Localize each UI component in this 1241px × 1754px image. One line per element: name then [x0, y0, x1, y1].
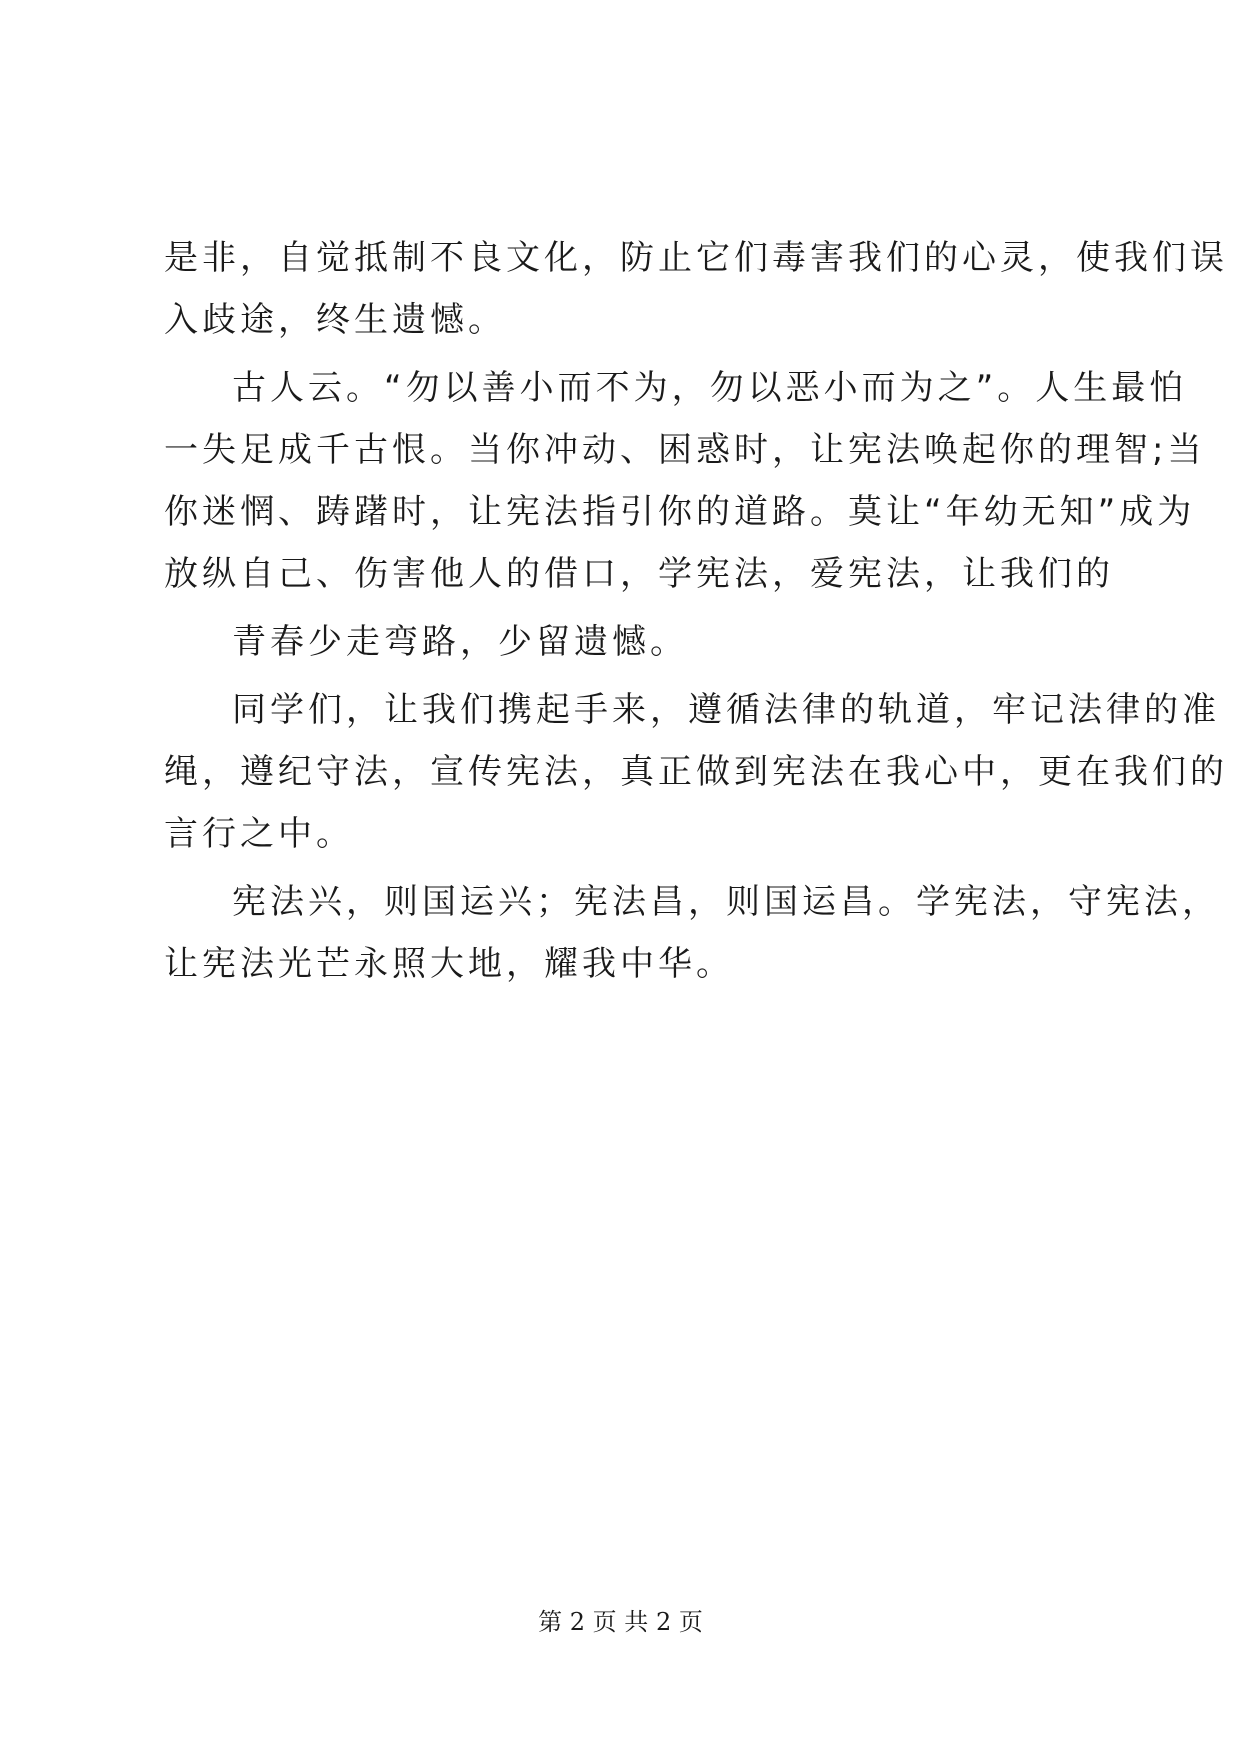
text-line: 言行之中。 — [164, 814, 354, 854]
text-line: 是非，自觉抵制不良文化，防止它们毒害我们的心灵，使我们误 — [164, 238, 1228, 278]
page-number-footer: 第 2 页 共 2 页 — [538, 1608, 703, 1636]
text-line: 古人云。“勿以善小而不为，勿以恶小而为之”。人生最怕 — [232, 368, 1188, 408]
text-line: 同学们，让我们携起手来，遵循法律的轨道，牢记法律的准 — [232, 690, 1220, 730]
text-line: 青春少走弯路，少留遗憾。 — [232, 622, 688, 662]
text-line: 入歧途，终生遗憾。 — [164, 300, 506, 340]
text-line: 绳，遵纪守法，宣传宪法，真正做到宪法在我心中，更在我们的 — [164, 752, 1228, 792]
text-line: 一失足成千古恨。当你冲动、困惑时，让宪法唤起你的理智;当 — [164, 430, 1206, 470]
text-line: 放纵自己、伤害他人的借口，学宪法，爱宪法，让我们的 — [164, 554, 1114, 594]
text-line: 宪法兴，则国运兴；宪法昌，则国运昌。学宪法，守宪法， — [232, 882, 1220, 922]
text-line: 你迷惘、踌躇时，让宪法指引你的道路。莫让“年幼无知”成为 — [164, 492, 1196, 532]
text-line: 让宪法光芒永照大地，耀我中华。 — [164, 944, 734, 984]
